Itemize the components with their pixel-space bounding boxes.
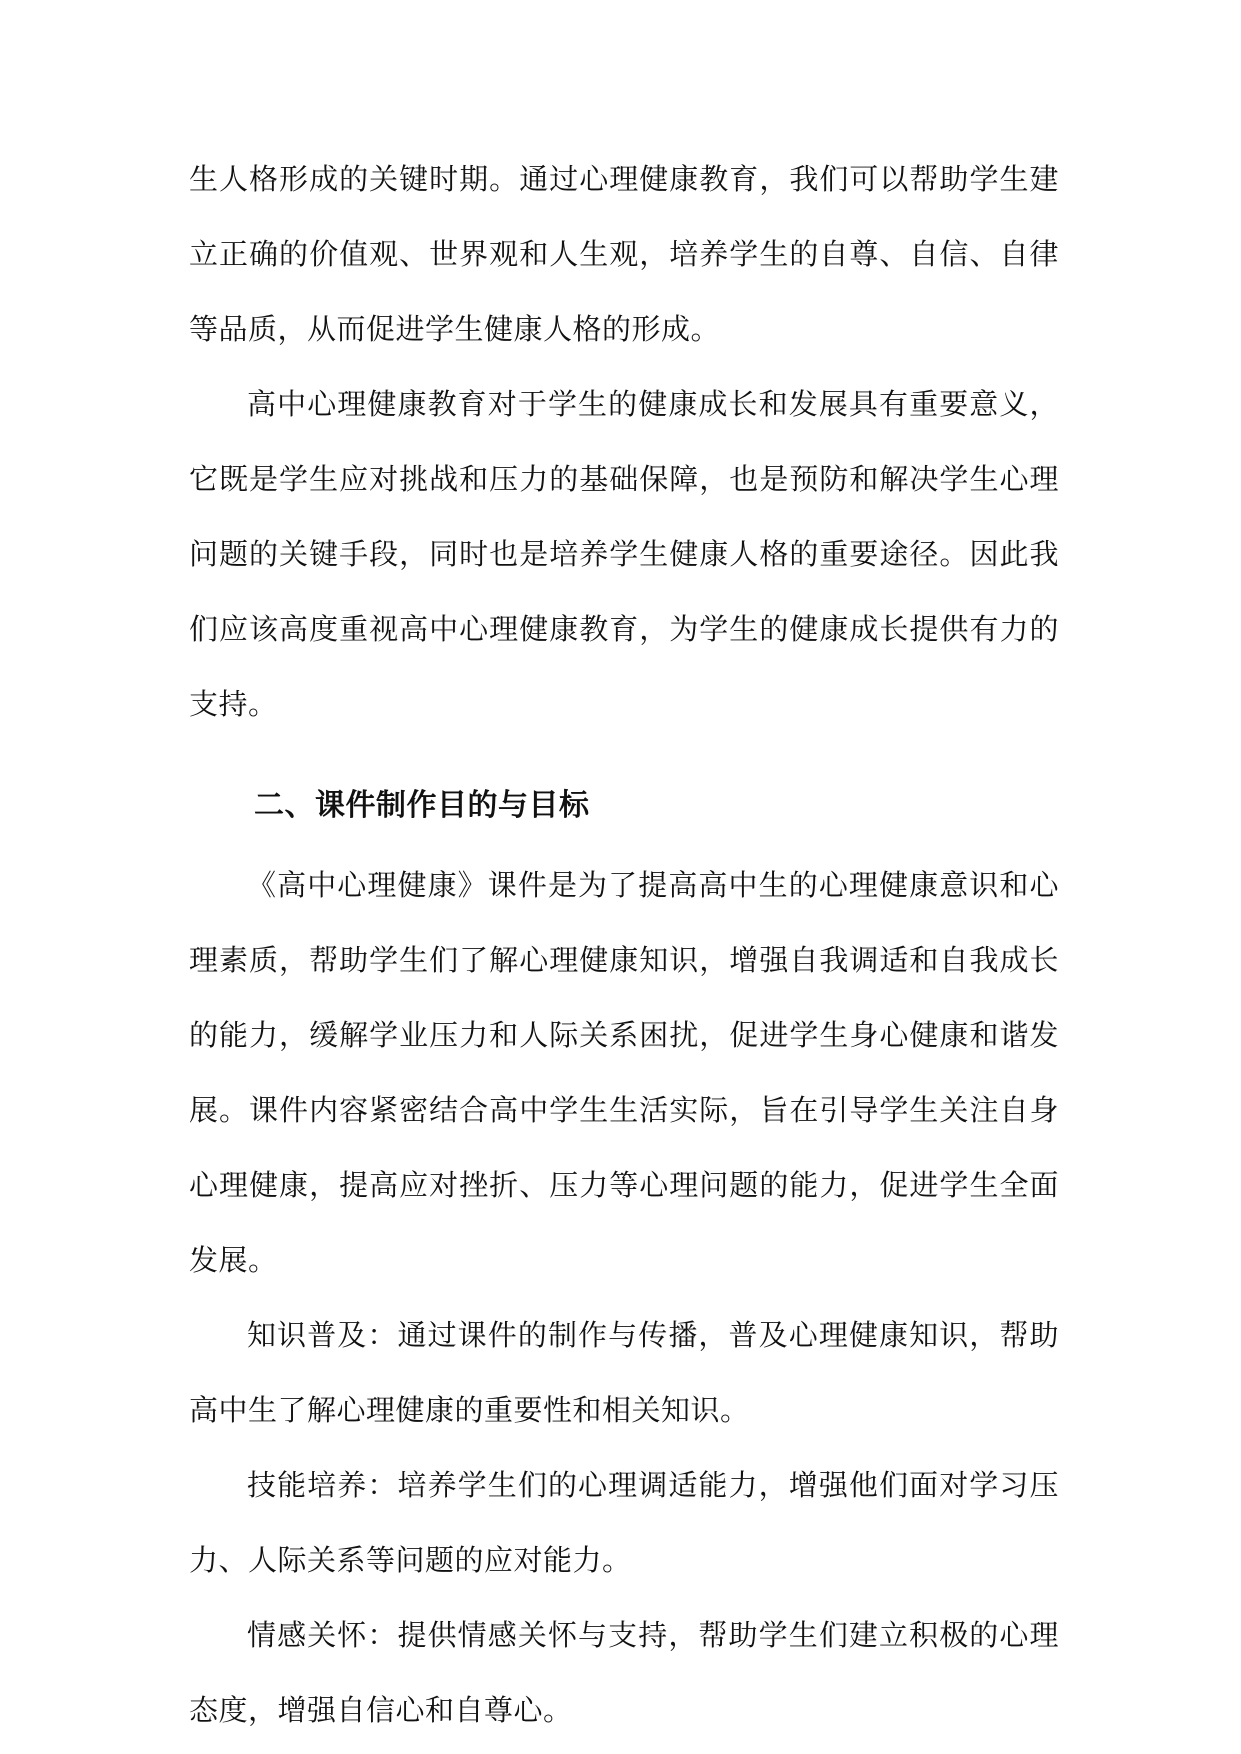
paragraph-emotion-goal: 情感关怀：提供情感关怀与支持，帮助学生们建立积极的心理态度，增强自信心和自尊心。 [189,1618,1059,1727]
document-body [189,142,1059,1748]
paragraph-continuation: 生人格形成的关键时期。通过心理健康教育，我们可以帮助学生建立正确的价值观、世界观和人生观，培养学生的自尊、自信、自律等品质，从而促进学生健康人格的形成。 [189,162,1059,346]
paragraph-skill-goal: 技能培养：培养学生们的心理调适能力，增强他们面对学习压力、人际关系等问题的应对能力。 [189,1468,1059,1577]
paragraph-knowledge-goal: 知识普及：通过课件的制作与传播，普及心理健康知识，帮助高中生了解心理健康的重要性和相关知识。 [189,1318,1059,1427]
section-heading: 二、课件制作目的与目标 [254,788,590,823]
paragraph-importance-summary: 高中心理健康教育对于学生的健康成长和发展具有重要意义，它既是学生应对挑战和压力的基础保障，也是预防和解决学生心理问题的关键手段，同时也是培养学生健康人格的重要途径。因此我们应该高度重视高中心理健康教育，为学生的健康成长提供有力的支持。 [189,387,1059,721]
paragraph-courseware-purpose: 《高中心理健康》课件是为了提高高中生的心理健康意识和心理素质，帮助学生们了解心理健康知识，增强自我调适和自我成长的能力，缓解学业压力和人际关系困扰，促进学生身心健康和谐发展。课件内容紧密结合高中学生生活实际，旨在引导学生关注自身心理健康，提高应对挫折、压力等心理问题的能力，促进学生全面发展。 [189,868,1059,1277]
